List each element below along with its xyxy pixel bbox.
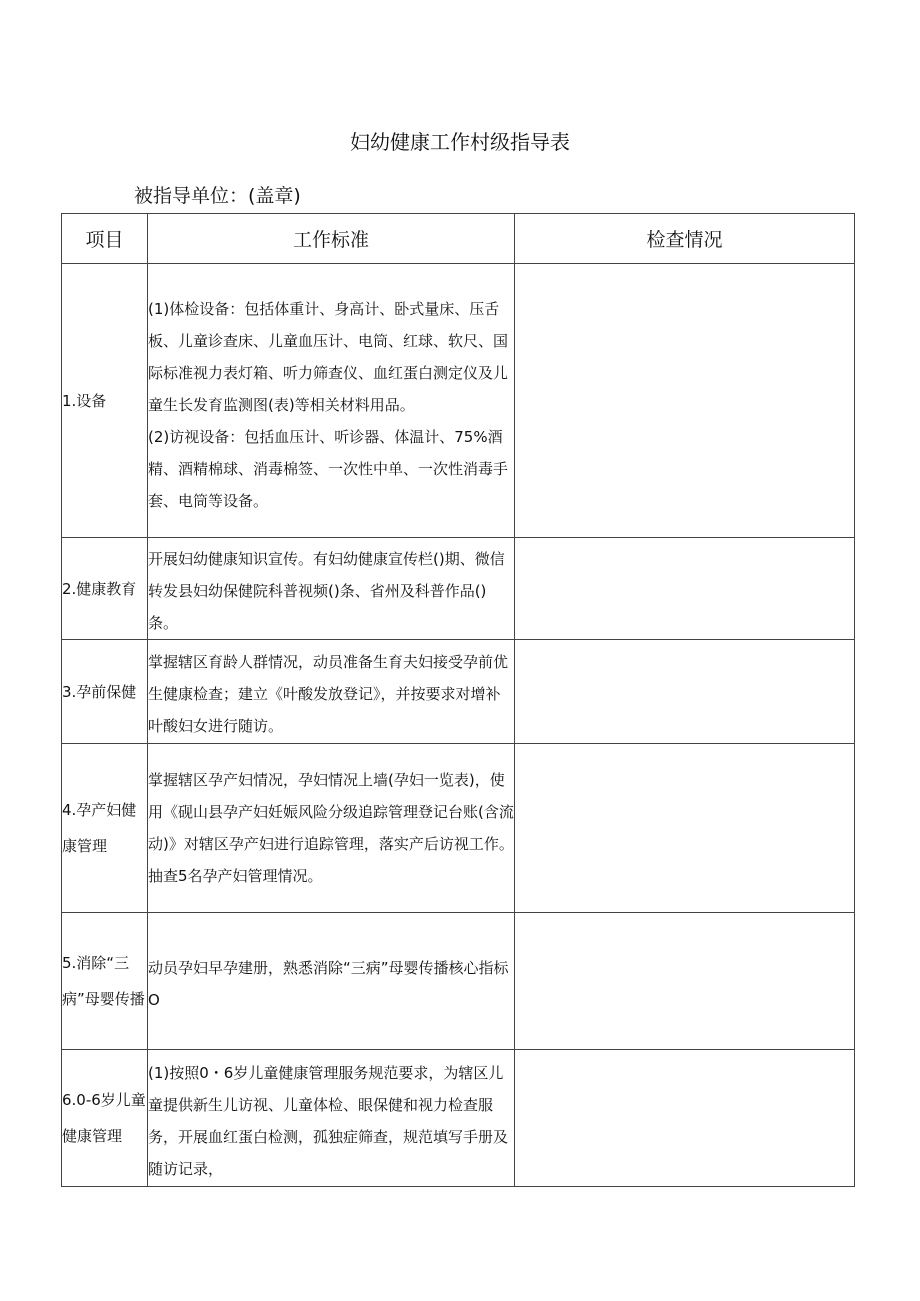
header-item: 项目 xyxy=(62,214,148,264)
item-cell: 2.健康教育 xyxy=(62,538,148,640)
standard-paragraph: (2)访视设备：包括血压计、听诊器、体温计、75%酒精、酒精棉球、消毒棉签、一次性中单、一次性消毒手套、电筒等设备。 xyxy=(148,427,509,510)
standard-paragraph: 开展妇幼健康知识宣传。有妇幼健康宣传栏()期、微信转发县妇幼保健院科普视频()条、省州及科普作品()条。 xyxy=(148,549,505,632)
item-cell: 4.孕产妇健康管理 xyxy=(62,744,148,913)
check-cell[interactable] xyxy=(515,744,855,913)
table-row-health-education xyxy=(62,538,855,640)
item-cell: 6.0-6岁儿童健康管理 xyxy=(62,1050,148,1187)
table-row-preconception-care xyxy=(62,640,855,744)
standard-cell xyxy=(148,1050,515,1187)
check-cell[interactable] xyxy=(515,1050,855,1187)
guidance-table xyxy=(61,213,855,1187)
table-header-row xyxy=(62,214,855,264)
item-cell: 3.孕前保健 xyxy=(62,640,148,744)
document-title: 妇幼健康工作村级指导表 xyxy=(350,130,570,154)
standard-paragraph: 掌握辖区孕产妇情况，孕妇情况上墙(孕妇一览表)，使用《砚山县孕产妇妊娠风险分级追踪管理登记台账(含流动)》对辖区孕产妇进行追踪管理，落实产后访视工作。抽查5名孕产妇管理情况。 xyxy=(148,771,514,885)
check-cell[interactable] xyxy=(515,913,855,1050)
guided-unit-label: 被指导单位：(盖章) xyxy=(134,185,301,207)
standard-paragraph: (1)体检设备：包括体重计、身高计、卧式量床、压舌板、儿童诊查床、儿童血压计、电筒、红球、软尺、国际标准视力表灯箱、听力筛查仪、血红蛋白测定仪及儿童生长发育监测图(表)等相关材料用品。 xyxy=(148,299,509,414)
item-cell: 5.消除“三病”母婴传播 xyxy=(62,913,148,1050)
header-check: 检查情况 xyxy=(515,214,855,264)
item-cell: 1.设备 xyxy=(62,264,148,538)
check-cell[interactable] xyxy=(515,264,855,538)
table-row-child-health xyxy=(62,1050,855,1187)
standard-cell xyxy=(148,744,515,913)
standard-cell xyxy=(148,538,515,640)
check-cell[interactable] xyxy=(515,640,855,744)
header-standard: 工作标准 xyxy=(148,214,515,264)
standard-paragraph: 动员孕妇早孕建册，熟悉消除“三病”母婴传播核心指标O xyxy=(148,959,509,1009)
check-cell[interactable] xyxy=(515,538,855,640)
table-row-maternal-health xyxy=(62,744,855,913)
standard-cell xyxy=(148,913,515,1050)
table-row-three-diseases xyxy=(62,913,855,1050)
standard-paragraph: 掌握辖区育龄人群情况，动员准备生育夫妇接受孕前优生健康检查；建立《叶酸发放登记》，并按要求对增补叶酸妇女进行随访。 xyxy=(148,652,509,735)
standard-cell xyxy=(148,640,515,744)
table-row-equipment xyxy=(62,264,855,538)
standard-cell xyxy=(148,264,515,538)
standard-paragraph: (1)按照0・6岁儿童健康管理服务规范要求，为辖区儿童提供新生儿访视、儿童体检、眼保健和视力检查服务，开展血红蛋白检测，孤独症筛查，规范填写手册及随访记录， xyxy=(148,1064,509,1178)
